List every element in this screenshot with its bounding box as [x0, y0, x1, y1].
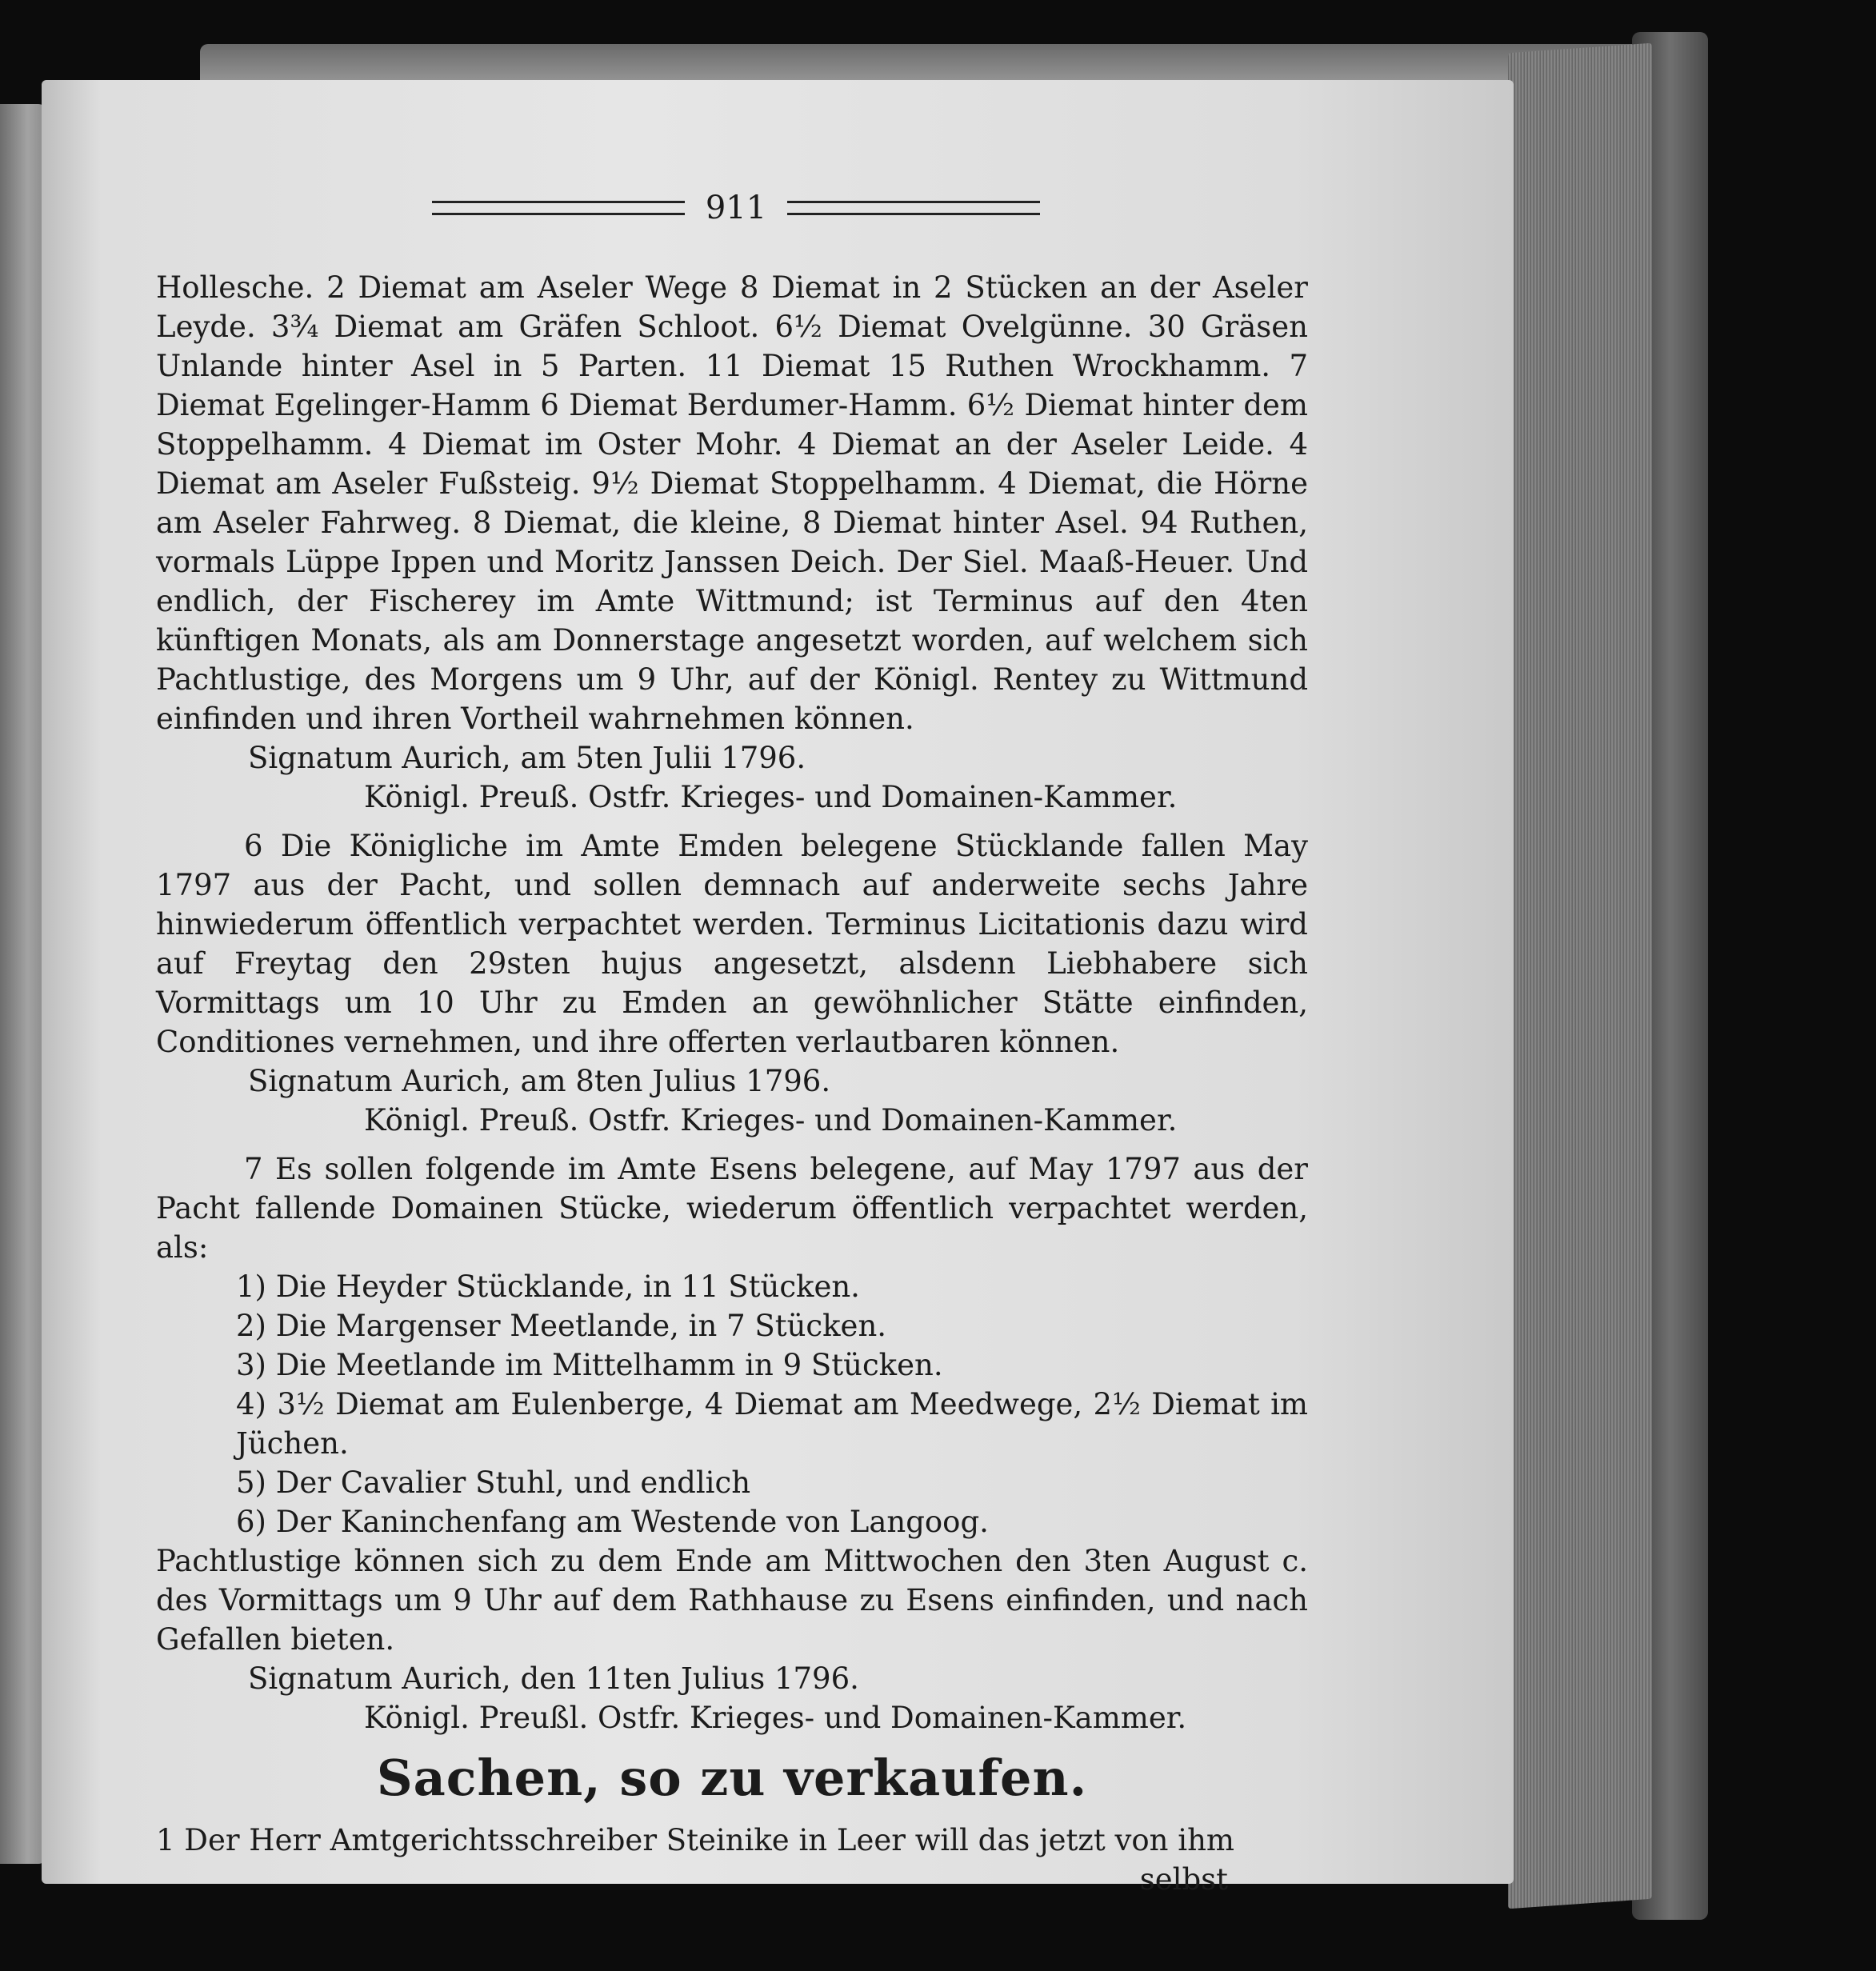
header-rule-left: [432, 201, 685, 215]
page-header: [432, 188, 1040, 228]
catchword: selbst: [1139, 1862, 1228, 1897]
page-number: 911: [705, 190, 767, 226]
section-heading: Sachen, so zu verkaufen.: [376, 1749, 1088, 1807]
page-text: [156, 268, 1308, 1899]
section6-signature: Signatum Aurich, am 8ten Julius 1796.: [248, 1064, 831, 1098]
section5-office: Königl. Preuß. Ostfr. Krieges- und Domainen-Kammer.: [364, 780, 1178, 814]
section7-intro: 7 Es sollen folgende im Amte Esens belegene, auf May 1797 aus der Pacht fallende Domainen Stücke, wiederum öffentlich verpachtet werden, als:: [156, 1152, 1308, 1265]
section6-office: Königl. Preuß. Ostfr. Krieges- und Domainen-Kammer.: [364, 1103, 1178, 1137]
section7-item-1: 1) Die Heyder Stücklande, in 11 Stücken.: [236, 1269, 860, 1304]
section7-item-6: 6) Der Kaninchenfang am Westende von Langoog.: [236, 1505, 989, 1539]
section7-item-5: 5) Der Cavalier Stuhl, und endlich: [236, 1465, 751, 1500]
page-edges: [1508, 43, 1652, 1909]
section5-text: Hollesche. 2 Diemat am Aseler Wege 8 Diemat in 2 Stücken an der Aseler Leyde. 3¾ Diemat am Gräfen Schloot. 6½ Diemat Ovelgünne. 30 Gräsen Unlande hinter Asel in 5 Parten. 11 Diemat 15 Ruthen Wrockhamm. 7 Diemat Egelinger-Hamm 6 Diemat Berdumer-Hamm. 6½ Diemat hinter dem Stoppelhamm. 4 Diemat im Oster Mohr. 4 Diemat an der Aseler Leide. 4 Diemat am Aseler Fußsteig. 9½ Diemat Stoppelhamm. 4 Diemat, die Hörne am Aseler Fahrweg. 8 Diemat, die kleine, 8 Diemat hinter Asel. 94 Ruthen, vormals Lüppe Ippen und Moritz Janssen Deich. Der Siel. Maaß-Heuer. Und endlich, der Fischerey im Amte Wittmund; ist Terminus auf den 4ten künftigen Monats, als am Donnerstage angesetzt worden, auf welchem sich Pachtlustige, des Morgens um 9 Uhr, auf der Königl. Rentey zu Wittmund einfinden und ihren Vortheil wahrnehmen können.: [156, 270, 1308, 736]
section7-office: Königl. Preußl. Ostfr. Krieges- und Domainen-Kammer.: [364, 1701, 1187, 1735]
section6-text: 6 Die Königliche im Amte Emden belegene Stücklande fallen May 1797 aus der Pacht, und sollen demnach auf anderweite sechs Jahre hinwiederum öffentlich verpachtet werden. Terminus Licitationis dazu wird auf Freytag den 29sten hujus angesetzt, alsdenn Liebhabere sich Vormittags um 10 Uhr zu Emden an gewöhnlicher Stätte einfinden, Conditiones vernehmen, und ihre offerten verlautbaren können.: [156, 829, 1308, 1059]
final-paragraph: 1 Der Herr Amtgerichtsschreiber Steinike in Leer will das jetzt von ihm: [156, 1823, 1235, 1857]
section7-item-4: 4) 3½ Diemat am Eulenberge, 4 Diemat am Meedwege, 2½ Diemat im Jüchen.: [236, 1387, 1308, 1461]
left-page-edge: [0, 104, 46, 1864]
section7-item-3: 3) Die Meetlande im Mittelhamm in 9 Stücken.: [236, 1348, 943, 1382]
section7-closing: Pachtlustige können sich zu dem Ende am Mittwochen den 3ten August c. des Vormittags um 9 Uhr auf dem Rathhause zu Esens einfinden, und nach Gefallen bieten.: [156, 1544, 1308, 1657]
section7-signature: Signatum Aurich, den 11ten Julius 1796.: [248, 1661, 859, 1696]
header-rule-right: [787, 201, 1040, 215]
section7-item-2: 2) Die Margenser Meetlande, in 7 Stücken.: [236, 1309, 887, 1343]
section5-signature: Signatum Aurich, am 5ten Julii 1796.: [248, 741, 806, 775]
